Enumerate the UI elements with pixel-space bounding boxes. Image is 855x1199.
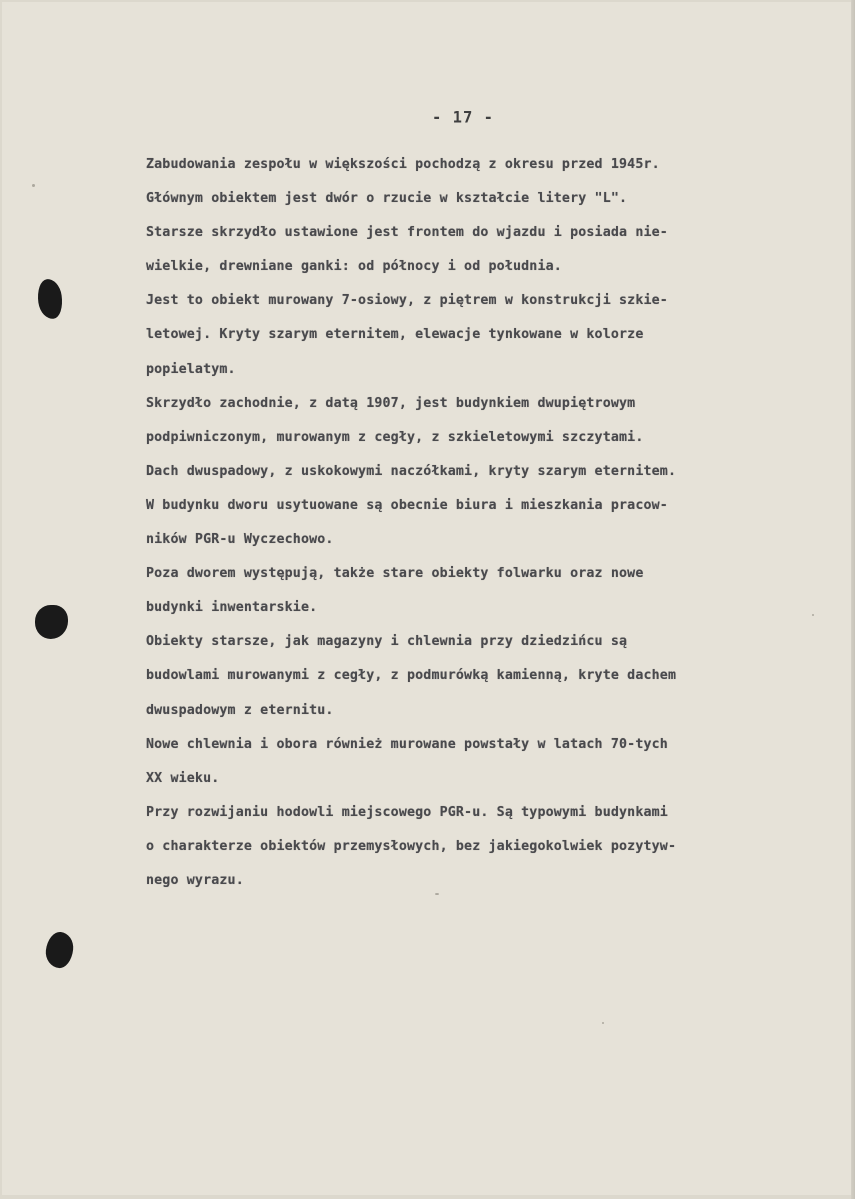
punch-hole-icon: [35, 605, 68, 639]
text-line: ników PGR-u Wyczechowo.: [146, 532, 334, 548]
text-line: Jest to obiekt murowany 7-osiowy, z piętrem w konstrukcji szkie-: [146, 293, 668, 309]
text-line: Poza dworem występują, także stare obiekty folwarku oraz nowe: [146, 566, 644, 582]
text-line: Zabudowania zespołu w większości pochodzą z okresu przed 1945r.: [146, 157, 660, 172]
text-line: letowej. Kryty szarym eternitem, elewacje tynkowane w kolorze: [146, 327, 644, 343]
text-line: dwuspadowym z eternitu.: [146, 702, 334, 718]
page-edge: [851, 0, 855, 1199]
text-line: Starsze skrzydło ustawione jest frontem do wjazdu i posiada nie-: [146, 225, 668, 241]
text-line: XX wieku.: [146, 770, 220, 786]
text-line: budynki inwentarskie.: [146, 600, 318, 616]
paper-speck: [812, 614, 814, 616]
text-line: Obiekty starsze, jak magazyny i chlewnia przy dziedzińcu są: [146, 634, 628, 650]
text-line: budowlami murowanymi z cegły, z podmurówką kamienną, kryte dachem: [146, 668, 677, 684]
text-line: nego wyrazu.: [146, 872, 244, 888]
paper-speck: [32, 184, 35, 187]
text-line: W budynku dworu usytuowane są obecnie biura i mieszkania pracow-: [146, 497, 668, 513]
paper-speck: [435, 893, 439, 895]
body-text: [146, 148, 836, 898]
page-number: - 17 -: [432, 107, 494, 127]
document-page: [2, 2, 851, 1195]
text-line: Głównym obiektem jest dwór o rzucie w kształcie litery "L".: [146, 191, 628, 207]
text-line: popielatym.: [146, 361, 236, 377]
text-line: Nowe chlewnia i obora również murowane powstały w latach 70-tych: [146, 736, 668, 752]
punch-hole-icon: [44, 931, 75, 970]
text-line: Dach dwuspadowy, z uskokowymi naczółkami, kryty szarym eternitem.: [146, 463, 677, 479]
text-line: wielkie, drewniane ganki: od północy i od południa.: [146, 259, 562, 275]
paper-speck: [602, 1022, 604, 1024]
text-line: o charakterze obiektów przemysłowych, bez jakiegokolwiek pozytyw-: [146, 838, 677, 854]
text-line: Skrzydło zachodnie, z datą 1907, jest budynkiem dwupiętrowym: [146, 395, 636, 411]
punch-hole-icon: [35, 278, 64, 321]
text-line: Przy rozwijaniu hodowli miejscowego PGR-u. Są typowymi budynkami: [146, 804, 668, 820]
text-line: podpiwniczonym, murowanym z cegły, z szkieletowymi szczytami.: [146, 429, 644, 445]
